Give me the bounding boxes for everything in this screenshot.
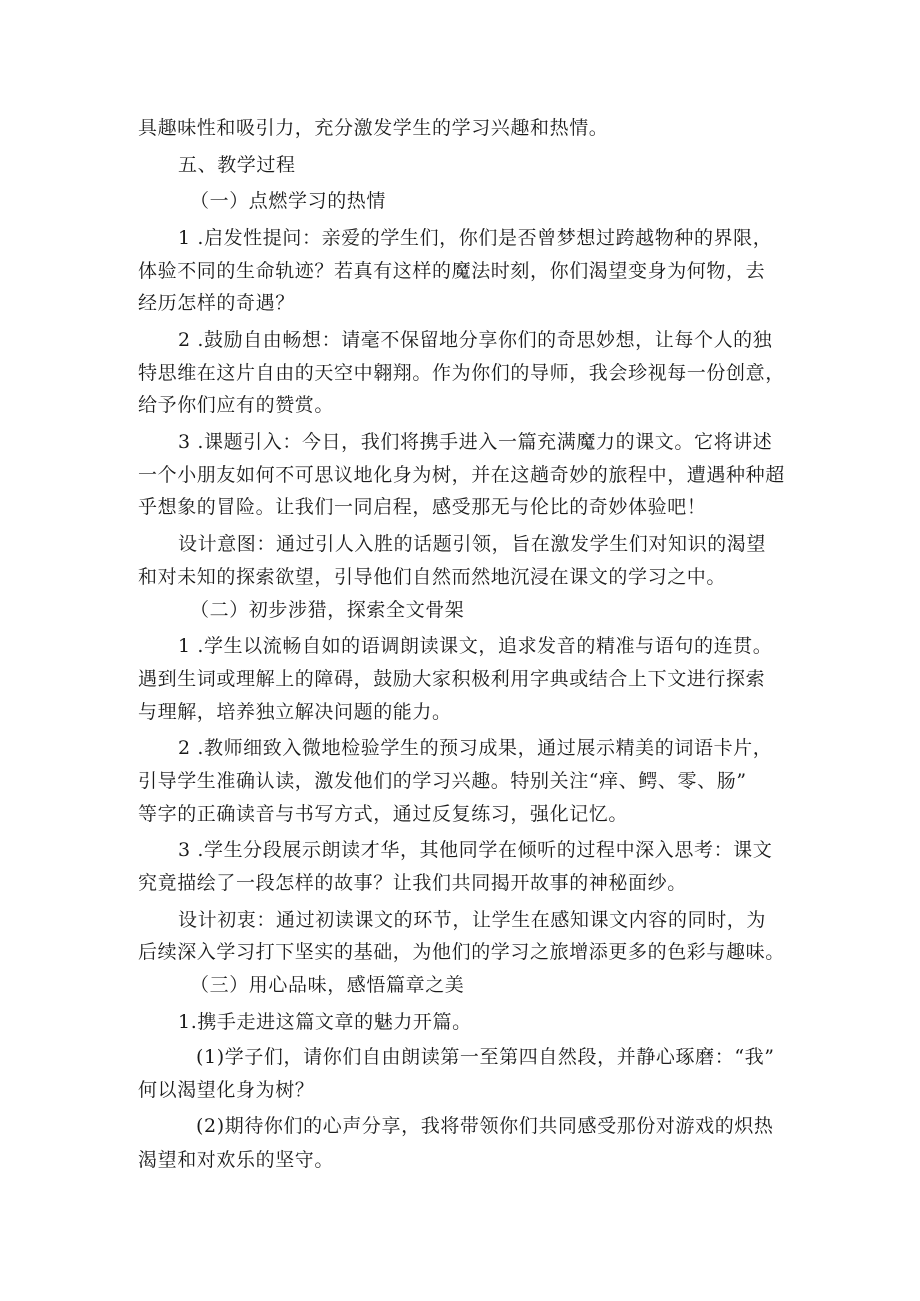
paragraph-line: 特思维在这片自由的天空中翱翔。作为你们的导师，我会珍视每一份创意，	[138, 362, 785, 384]
paragraph-line: 和对未知的探索欲望，引导他们自然而然地沉浸在课文的学习之中。	[138, 566, 727, 588]
paragraph-line: 3 .学生分段展示朗读才华，其他同学在倾听的过程中深入思考：课文	[178, 839, 773, 861]
paragraph-line: 1.携手走进这篇文章的魅力开篇。	[178, 1011, 472, 1033]
paragraph-line: 何以渴望化身为树？	[138, 1079, 315, 1101]
subsection-heading: （三）用心品味，感悟篇章之美	[190, 974, 465, 996]
paragraph-line: 经历怎样的奇遇？	[138, 292, 295, 314]
paragraph-line: 乎想象的冒险。让我们一同启程，感受那无与伦比的奇妙体验吧！	[138, 496, 707, 518]
paragraph-line: 1 .启发性提问：亲爱的学生们，你们是否曾梦想过跨越物种的界限，	[178, 227, 773, 249]
paragraph-line: 2 .教师细致入微地检验学生的预习成果，通过展示精美的词语卡片，	[178, 737, 773, 759]
paragraph-line: 设计意图：通过引人入胜的话题引领，旨在激发学生们对知识的渴望	[178, 533, 767, 555]
paragraph-line: 3 .课题引入：今日，我们将携手进入一篇充满魔力的课文。它将讲述	[178, 431, 773, 453]
section-heading: 五、教学过程	[178, 154, 296, 176]
paragraph-line: 引导学生准确认读，激发他们的学习兴趣。特别关注“痒、鳄、零、肠”	[138, 770, 747, 792]
paragraph-line: 1 .学生以流畅自如的语调朗读课文，追求发音的精准与语句的连贯。	[178, 635, 773, 657]
paragraph-line: 设计初衷：通过初读课文的环节，让学生在感知课文内容的同时，为	[178, 909, 767, 931]
paragraph-line: 后续深入学习打下坚实的基础，为他们的学习之旅增添更多的色彩与趣味。	[138, 941, 785, 963]
paragraph-line: 一个小朋友如何不可思议地化身为树，并在这趟奇妙的旅程中，遭遇种种超	[138, 464, 785, 486]
paragraph-line: (1)学子们，请你们自由朗读第一至第四自然段，并静心琢磨：“我”	[196, 1046, 775, 1068]
paragraph-line: 渴望和对欢乐的坚守。	[138, 1149, 335, 1171]
subsection-heading: （二）初步涉猎，探索全文骨架	[190, 599, 465, 621]
subsection-heading: （一）点燃学习的热情	[190, 190, 387, 212]
paragraph-line: 2 .鼓励自由畅想：请毫不保留地分享你们的奇思妙想，让每个人的独	[178, 329, 773, 351]
paragraph-line: 具趣味性和吸引力，充分激发学生的学习兴趣和热情。	[138, 117, 609, 139]
paragraph-line: 等字的正确读音与书写方式，通过反复练习，强化记忆。	[138, 803, 629, 825]
paragraph-line: 体验不同的生命轨迹？若真有这样的魔法时刻，你们渴望变身为何物，去	[138, 260, 766, 282]
paragraph-line: 给予你们应有的赞赏。	[138, 394, 335, 416]
paragraph-line: (2)期待你们的心声分享，我将带领你们共同感受那份对游戏的炽热	[196, 1115, 774, 1137]
paragraph-line: 究竟描绘了一段怎样的故事？让我们共同揭开故事的神秘面纱。	[138, 872, 687, 894]
paragraph-line: 与理解，培养独立解决问题的能力。	[138, 701, 452, 723]
paragraph-line: 遇到生词或理解上的障碍，鼓励大家积极利用字典或结合上下文进行探索	[138, 668, 766, 690]
